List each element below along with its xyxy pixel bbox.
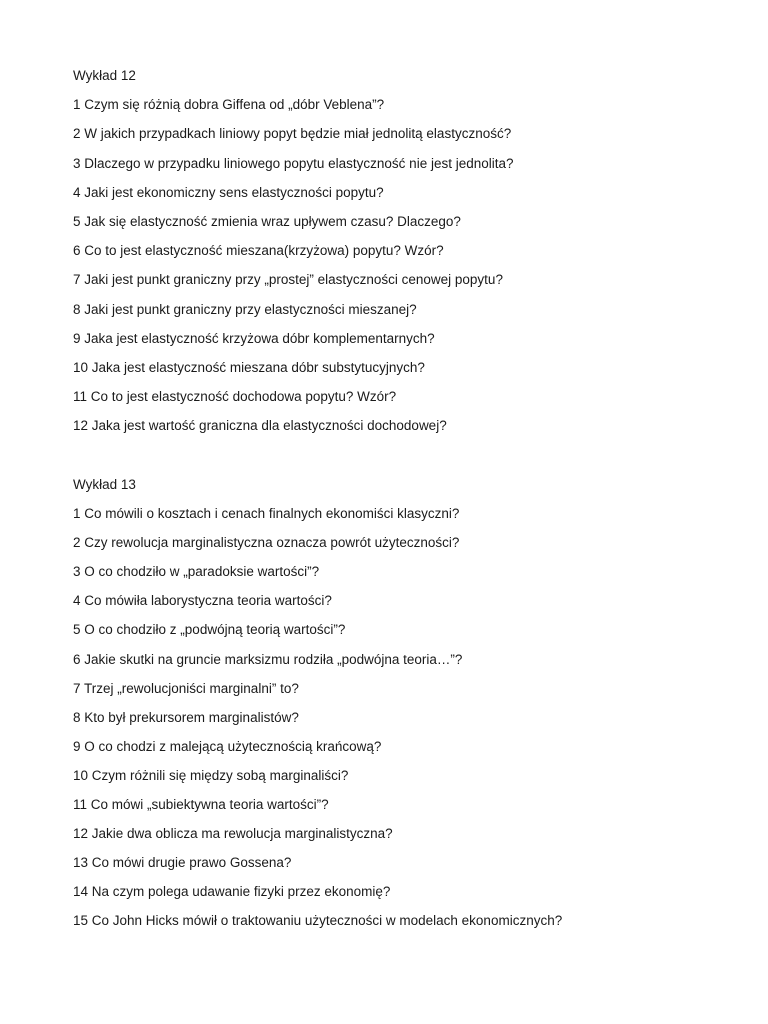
lecture-13-section	[73, 475, 562, 930]
question-item: 8 Jaki jest punkt graniczny przy elastyczności mieszanej?	[73, 301, 417, 317]
question-item: 3 Dlaczego w przypadku liniowego popytu elastyczność nie jest jednolita?	[73, 155, 514, 171]
lecture-12-section	[73, 66, 514, 435]
question-item: 8 Kto był prekursorem marginalistów?	[73, 709, 299, 725]
question-item: 12 Jakie dwa oblicza ma rewolucja marginalistyczna?	[73, 826, 393, 842]
question-item: 11 Co to jest elastyczność dochodowa popytu? Wzór?	[73, 389, 397, 405]
question-item: 7 Trzej „rewolucjoniści marginalni” to?	[73, 680, 299, 696]
question-item: 5 Jak się elastyczność zmienia wraz upływem czasu? Dlaczego?	[73, 213, 461, 229]
section-title: Wykład 12	[73, 68, 136, 83]
question-item: 1 Czym się różnią dobra Giffena od „dóbr Veblena”?	[73, 97, 385, 113]
question-item: 7 Jaki jest punkt graniczny przy „prostej” elastyczności cenowej popytu?	[73, 272, 503, 288]
question-item: 6 Co to jest elastyczność mieszana(krzyżowa) popytu? Wzór?	[73, 243, 444, 259]
question-item: 4 Co mówiła laborystyczna teoria wartości?	[73, 593, 332, 609]
question-item: 2 W jakich przypadkach liniowy popyt będzie miał jednolitą elastyczność?	[73, 126, 512, 142]
question-item: 2 Czy rewolucja marginalistyczna oznacza powrót użyteczności?	[73, 535, 460, 551]
question-item: 9 O co chodzi z malejącą użytecznością krańcową?	[73, 738, 382, 754]
question-item: 14 Na czym polega udawanie fizyki przez ekonomię?	[73, 884, 391, 900]
question-item: 10 Czym różnili się między sobą marginaliści?	[73, 767, 349, 783]
question-item: 15 Co John Hicks mówił o traktowaniu użyteczności w modelach ekonomicznych?	[73, 913, 563, 929]
question-item: 12 Jaka jest wartość graniczna dla elastyczności dochodowej?	[73, 418, 447, 434]
question-item: 6 Jakie skutki na gruncie marksizmu rodziła „podwójna teoria…”?	[73, 651, 463, 667]
question-item: 3 O co chodziło w „paradoksie wartości”?	[73, 564, 320, 580]
question-item: 4 Jaki jest ekonomiczny sens elastyczności popytu?	[73, 184, 384, 200]
question-item: 10 Jaka jest elastyczność mieszana dóbr substytucyjnych?	[73, 359, 425, 375]
question-item: 5 O co chodziło z „podwójną teorią wartości”?	[73, 622, 346, 638]
question-item: 11 Co mówi „subiektywna teoria wartości”?	[73, 797, 329, 813]
question-item: 1 Co mówili o kosztach i cenach finalnych ekonomiści klasyczni?	[73, 506, 460, 522]
question-item: 9 Jaka jest elastyczność krzyżowa dóbr komplementarnych?	[73, 330, 435, 346]
question-list	[73, 95, 514, 435]
section-title: Wykład 13	[73, 477, 136, 492]
question-list	[73, 504, 562, 930]
question-item: 13 Co mówi drugie prawo Gossena?	[73, 855, 292, 871]
